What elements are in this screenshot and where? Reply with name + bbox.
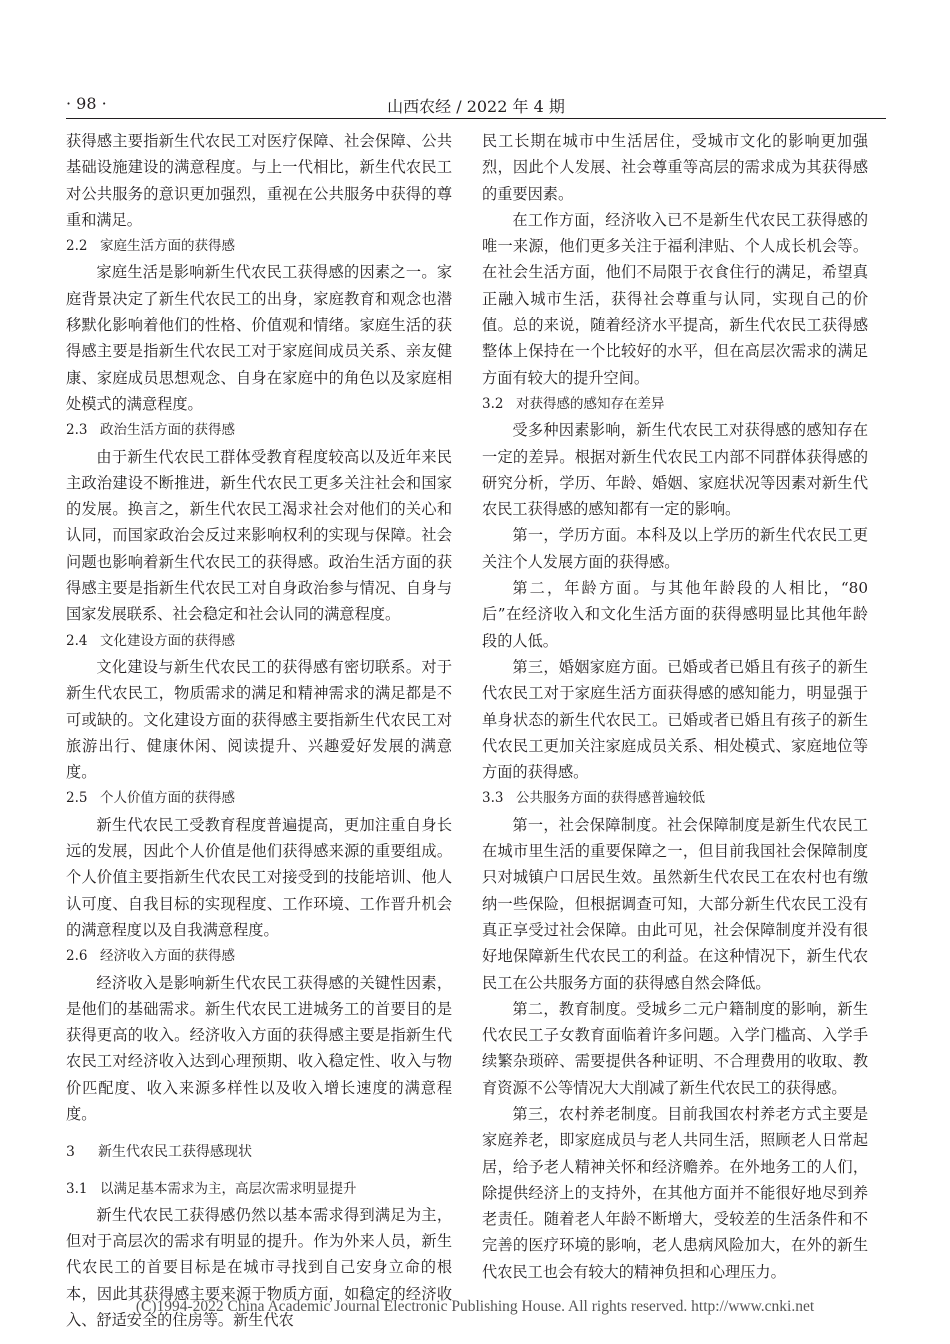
- paragraph: 家庭生活是影响新生代农民工获得感的因素之一。家庭背景决定了新生代农民工的出身，家庭教育和观念也潜移默化影响着他们的性格、价值观和情绪。家庭生活的获得感主要是指新生代农民工对于家庭间成员关系、亲友健康、家庭成员思想观念、自身在家庭中的角色以及家庭相处模式的满意程度。: [66, 263, 452, 413]
- section-number: 2.6: [66, 948, 88, 965]
- section-heading-2-5: [66, 785, 452, 811]
- paragraph: 第二，教育制度。受城乡二元户籍制度的影响，新生代农民工子女教育面临着许多问题。入学门槛高、入学手续繁杂琐碎、需要提供各种证明、不合理费用的收取、教育资源不公等情况大大削减了新生代农民工的获得感。: [482, 999, 868, 1097]
- section-heading-3-3: [482, 785, 868, 811]
- section-title: 政治生活方面的获得感: [100, 422, 235, 439]
- section-number: 3.3: [482, 790, 504, 807]
- paragraph: 第一，社会保障制度。社会保障制度是新生代农民工在城市里生活的重要保障之一，但目前我国社会保障制度只对城镇户口居民生效。虽然新生代农民工在农村也有缴纳一些保险，但根据调查可知，大部分新生代农民工没有真正享受过社会保障。由此可见，社会保障制度并没有很好地保障新生代农民工的利益。在这种情况下，新生代农民工在公共服务方面的获得感自然会降低。: [482, 815, 868, 992]
- paragraph: 文化建设与新生代农民工的获得感有密切联系。对于新生代农民工，物质需求的满足和精神需求的满足都是不可或缺的。文化建设方面的获得感主要指新生代农民工对旅游出行、健康休闲、阅读提升、兴趣爱好发展的满意度。: [66, 657, 452, 782]
- right-column: [482, 128, 868, 1285]
- paragraph: 受多种因素影响，新生代农民工对获得感的感知存在一定的差异。根据对新生代农民工内部不同群体获得感的研究分析，学历、年龄、婚姻、家庭状况等因素对新生代农民工获得感的感知都有一定的影响。: [482, 421, 868, 519]
- section-heading-3: [66, 1139, 452, 1165]
- section-heading-3-2: [482, 391, 868, 417]
- paragraph: 民工长期在城市中生活居住，受城市文化的影响更加强烈，因此个人发展、社会尊重等高层的需求成为其获得感的重要因素。: [482, 132, 868, 203]
- left-column: [66, 128, 452, 1333]
- section-title: 文化建设方面的获得感: [100, 632, 235, 649]
- section-title: 个人价值方面的获得感: [100, 790, 235, 807]
- section-title: 新生代农民工获得感现状: [98, 1144, 252, 1161]
- section-number: 2.3: [66, 422, 88, 439]
- paragraph: 第三，婚姻家庭方面。已婚或者已婚且有孩子的新生代农民工对于家庭生活方面获得感的感知能力，明显强于单身状态的新生代农民工。已婚或者已婚且有孩子的新生代农民工更加关注家庭成员关系、相处模式、家庭地位等方面的获得感。: [482, 657, 868, 782]
- page-number: · 98 ·: [66, 94, 107, 113]
- section-title: 公共服务方面的获得感普遍较低: [516, 790, 705, 807]
- section-number: 2.2: [66, 238, 88, 255]
- section-title: 经济收入方面的获得感: [100, 948, 235, 965]
- paragraph: 由于新生代农民工群体受教育程度较高以及近年来民主政治建设不断推进，新生代农民工更多关注社会和国家的发展。换言之，新生代农民工渴求社会对他们的关心和认同，而国家政治会反过来影响权利的实现与保障。社会问题也影响着新生代农民工的获得感。政治生活方面的获得感主要是指新生代农民工对自身政治参与情况、自身与国家发展联系、社会稳定和社会认同的满意程度。: [66, 447, 452, 624]
- paragraph: 新生代农民工受教育程度普遍提高，更加注重自身长远的发展，因此个人价值是他们获得感来源的重要组成。个人价值主要指新生代农民工对接受到的技能培训、他人认可度、自我目标的实现程度、工作环境、工作晋升机会的满意程度以及自我满意程度。: [66, 815, 452, 939]
- section-number: 3: [66, 1144, 75, 1161]
- section-number: 2.5: [66, 790, 88, 807]
- paragraph: 第二，年龄方面。与其他年龄段的人相比，“80 后”在经济收入和文化生活方面的获得感明显比其他年龄段的人低。: [482, 579, 868, 650]
- paragraph: 经济收入是影响新生代农民工获得感的关键性因素，是他们的基础需求。新生代农民工进城务工的首要目的是获得更高的收入。经济收入方面的获得感主要是指新生代农民工对经济收入达到心理预期、收入稳定性、收入与物价匹配度、收入来源多样性以及收入增长速度的满意程度。: [66, 973, 452, 1123]
- paragraph: 第三，农村养老制度。目前我国农村养老方式主要是家庭养老，即家庭成员与老人共同生活，照顾老人日常起居，给予老人精神关怀和经济赡养。在外地务工的人们，除提供经济上的支持外，在其他方面并不能很好地尽到养老责任。随着老人年龄不断增大，受较差的生活条件和不完善的医疗环境的影响，老人患病风险加大，在外的新生代农民工也会有较大的精神负担和心理压力。: [482, 1104, 868, 1281]
- journal-title: 山西农经 / 2022 年 4 期: [387, 97, 565, 116]
- section-title: 家庭生活方面的获得感: [100, 238, 235, 255]
- paragraph: 在工作方面，经济收入已不是新生代农民工获得感的唯一来源，他们更多关注于福利津贴、个人成长机会等。在社会生活方面，他们不局限于衣食住行的满足，希望真正融入城市生活，获得社会尊重与认同，实现自己的价值。总的来说，随着经济水平提高，新生代农民工获得感整体上保持在一个比较好的水平，但在高层次需求的满足方面有较大的提升空间。: [482, 210, 868, 387]
- paragraph: 获得感主要指新生代农民工对医疗保障、社会保障、公共基础设施建设的满意程度。与上一代相比，新生代农民工对公共服务的意识更加强烈，重视在公共服务中获得的尊重和满足。: [66, 132, 452, 229]
- section-heading-3-1: [66, 1176, 452, 1202]
- section-number: 3.2: [482, 395, 504, 412]
- paragraph: 第一，学历方面。本科及以上学历的新生代农民工更关注个人发展方面的获得感。: [482, 526, 868, 571]
- section-heading-2-6: [66, 943, 452, 969]
- page-header: [66, 92, 886, 119]
- section-heading-2-3: [66, 417, 452, 443]
- section-heading-2-4: [66, 628, 452, 654]
- section-number: 2.4: [66, 632, 88, 649]
- section-number: 3.1: [66, 1180, 88, 1197]
- section-title: 对获得感的感知存在差异: [516, 395, 665, 412]
- copyright-footer: (C)1994-2022 China Academic Journal Electronic Publishing House. All rights reserved. http://www.cnki.net: [135, 1298, 815, 1315]
- paragraph: 新生代农民工获得感仍然以基本需求得到满足为主，但对于高层次的需求有明显的提升。作为外来人员，新生代农民工的首要目标是在城市寻找到自己安身立命的根本，因此其获得感主要来源于物质方面，如稳定的经济收入、舒适安全的住房等。新生代农: [66, 1205, 452, 1330]
- section-title: 以满足基本需求为主，高层次需求明显提升: [100, 1180, 357, 1197]
- section-heading-2-2: [66, 233, 452, 259]
